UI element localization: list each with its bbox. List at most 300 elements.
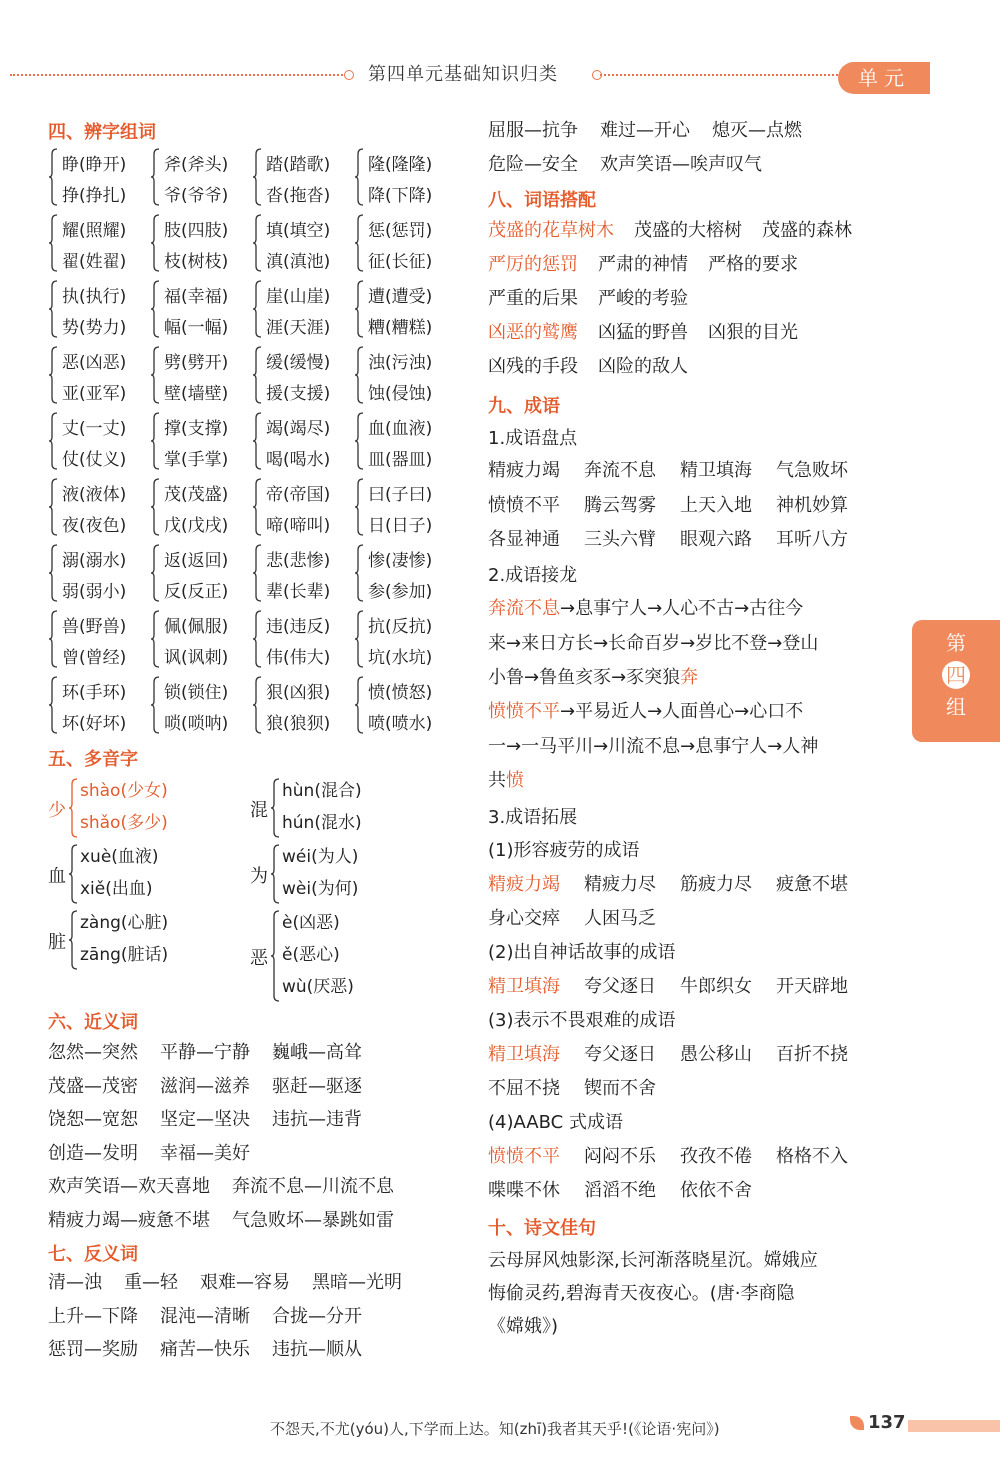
brace-path [355, 281, 363, 337]
polyphone-reading: wèi(为何) [282, 879, 359, 899]
pair-word-1: 隆(隆隆) [368, 155, 433, 175]
word-pair [354, 212, 454, 274]
word: 不屈不挠 [488, 1078, 560, 1099]
word-row [488, 216, 872, 242]
chain-row [488, 663, 698, 689]
header-line-left [10, 74, 350, 76]
brace-icon [48, 148, 58, 206]
word-pair [354, 344, 454, 406]
word: 混沌—清晰 [160, 1305, 250, 1327]
brace-path [69, 845, 77, 903]
word: 幸福—美好 [160, 1142, 250, 1164]
pair-word-1: 悲(悲惨) [266, 551, 331, 571]
word: 痛苦—快乐 [160, 1339, 250, 1360]
polyphone-char: 混 [250, 800, 268, 821]
word-pair [150, 410, 250, 472]
brace-icon [150, 214, 160, 272]
pair-word-1: 竭(竭尽) [266, 419, 331, 439]
brace-icon [150, 610, 160, 668]
word: 夸父逐日 [584, 1044, 656, 1065]
word: 熄灭—点燃 [712, 120, 802, 141]
word: 欢声笑语—唉声叹气 [600, 154, 762, 175]
word-pair [354, 410, 454, 472]
brace-icon [68, 910, 78, 970]
polyphone-reading: shǎo(多少) [80, 813, 168, 833]
pair-word-1: 液(液体) [62, 485, 127, 505]
pair-word-1: 踏(踏歌) [266, 155, 331, 175]
pair-word-2: 滇(滇池) [266, 252, 331, 272]
word: 合拢—分开 [272, 1305, 362, 1327]
pair-word-1: 遭(遭受) [368, 287, 433, 307]
word: 精疲力尽 [584, 874, 656, 895]
header-line-right [600, 74, 838, 76]
pair-word-1: 返(返回) [164, 551, 229, 571]
chain-word: →平易近人→人面兽心→心口不 [560, 701, 804, 722]
brace-icon [252, 610, 262, 668]
word: 奔流不息 [584, 460, 656, 481]
pair-word-1: 执(执行) [62, 287, 127, 307]
brace-icon [270, 844, 280, 904]
word-pair [150, 344, 250, 406]
word: 滋润—滋养 [160, 1075, 250, 1097]
word: 忽然—突然 [48, 1042, 138, 1063]
word: 百折不挠 [776, 1044, 848, 1065]
word: 茂盛的花草树木 [488, 220, 614, 241]
polyphone-char: 脏 [48, 932, 66, 953]
word-pair [48, 542, 148, 604]
word: 滔滔不绝 [584, 1180, 656, 1201]
brace-icon [150, 346, 160, 404]
word-pair [252, 542, 352, 604]
footer-quote: 不怨天,不尤(yóu)人,下学而上达。知(zhī)我者其天乎!(《论语·宪问》) [270, 1420, 720, 1438]
word-pair [354, 278, 454, 340]
word-pair [150, 278, 250, 340]
word: 坚定—坚决 [160, 1109, 250, 1130]
brace-path [355, 347, 363, 403]
pair-word-1: 狠(凶狠) [266, 683, 331, 703]
word: 孜孜不倦 [680, 1146, 752, 1167]
chain-word: 一→一马平川→川流不息→息事宁人→人神 [488, 735, 819, 757]
brace-icon [354, 676, 364, 734]
word-pair [252, 476, 352, 538]
word: 危险—安全 [488, 154, 578, 175]
word-pair [252, 674, 352, 736]
side-tab-group4 [912, 620, 1000, 742]
word: 腾云驾雾 [584, 494, 656, 516]
word: 凶狠的目光 [708, 322, 798, 343]
word-pair [48, 608, 148, 670]
pair-word-1: 兽(野兽) [62, 617, 127, 637]
brace-icon [270, 778, 280, 838]
header-dot-left [344, 70, 354, 80]
brace-path [49, 149, 57, 205]
pair-word-1: 福(幸福) [164, 287, 229, 307]
sec8-title: 八、词语搭配 [488, 190, 596, 211]
pair-word-2: 喷(喷水) [368, 714, 433, 734]
pair-word-2: 挣(挣扎) [62, 186, 127, 206]
polyphone-reading: zàng(心脏) [80, 913, 169, 933]
pair-word-2: 爷(爷爷) [164, 186, 229, 206]
polyphone-reading: xuè(血液) [80, 847, 159, 867]
word-row [488, 284, 708, 310]
pair-word-2: 掌(手掌) [164, 450, 229, 470]
side-tab-bottom: 组 [946, 695, 966, 719]
unit-tab: 单元 [838, 62, 930, 94]
chain-row [488, 697, 803, 723]
polyphone-reading: zāng(脏话) [80, 945, 169, 965]
brace-path [271, 911, 279, 1001]
brace-path [253, 215, 261, 271]
ext-label: (1)形容疲劳的成语 [488, 840, 640, 861]
pair-word-1: 撑(支撑) [164, 419, 229, 439]
chain-word: →息事宁人→人心不古→古往今 [560, 598, 804, 619]
polyphone-char: 少 [48, 800, 66, 821]
pair-word-2: 伟(伟大) [266, 648, 331, 668]
word-pair [48, 278, 148, 340]
pair-word-2: 弱(弱小) [62, 582, 127, 602]
word-row [488, 870, 872, 896]
pair-word-1: 惨(凄惨) [368, 551, 433, 571]
pair-word-2: 枝(树枝) [164, 252, 229, 272]
word: 难过—开心 [600, 120, 690, 141]
word-pair [48, 146, 148, 208]
word-row [48, 1139, 272, 1165]
brace-icon [150, 478, 160, 536]
word-pair [354, 542, 454, 604]
word: 违抗—违背 [272, 1109, 362, 1130]
word-row [488, 1176, 776, 1202]
word: 人困马乏 [584, 908, 656, 929]
pair-word-2: 戊(戊戌) [164, 516, 229, 536]
page-bar [908, 1420, 1000, 1432]
word-pair [354, 146, 454, 208]
word: 锲而不舍 [584, 1078, 656, 1099]
pair-word-1: 曰(子曰) [368, 485, 433, 505]
brace-path [151, 149, 159, 205]
word-row [488, 491, 872, 517]
word: 神机妙算 [776, 494, 848, 516]
page-number: 137 [868, 1412, 906, 1433]
poem-line: 《嫦娥》) [488, 1316, 559, 1337]
word-row [488, 352, 708, 378]
pair-word-2: 反(反正) [164, 582, 229, 602]
word-row [48, 1038, 384, 1064]
pair-word-2: 啼(啼叫) [266, 516, 331, 536]
brace-icon [150, 676, 160, 734]
sec10-title: 十、诗文佳句 [488, 1218, 596, 1239]
word: 筋疲力尽 [680, 874, 752, 895]
pair-word-1: 丈(一丈) [62, 419, 127, 439]
brace-path [49, 281, 57, 337]
sec7-title: 七、反义词 [48, 1244, 138, 1265]
pair-word-2: 降(下降) [368, 186, 433, 206]
word: 愤愤不平 [488, 494, 560, 516]
chain-row [488, 594, 803, 620]
word-pair [252, 146, 352, 208]
chain-row [488, 766, 524, 792]
word: 气急败坏 [776, 460, 848, 481]
pair-word-2: 坑(水坑) [368, 648, 433, 668]
chain-word: 愤 [506, 770, 524, 791]
polyphone-char: 为 [250, 866, 268, 887]
word-row [488, 1074, 680, 1100]
brace-icon [252, 544, 262, 602]
pair-word-1: 血(血液) [368, 419, 433, 439]
brace-path [69, 911, 77, 969]
word-pair [354, 674, 454, 736]
brace-path [49, 611, 57, 667]
word-row [48, 1105, 384, 1131]
word: 巍峨—高耸 [272, 1042, 362, 1063]
word: 重—轻 [124, 1272, 178, 1293]
brace-path [151, 677, 159, 733]
word: 精疲力竭—疲惫不堪 [48, 1209, 210, 1231]
word: 眼观六路 [680, 529, 752, 550]
sec9-title: 九、成语 [488, 396, 560, 417]
word: 平静—宁静 [160, 1042, 250, 1063]
word: 三头六臂 [584, 529, 656, 550]
word-pair [150, 674, 250, 736]
brace-icon [48, 544, 58, 602]
pair-word-1: 茂(茂盛) [164, 485, 229, 505]
sec5-title: 五、多音字 [48, 749, 138, 770]
brace-icon [48, 412, 58, 470]
brace-icon [48, 346, 58, 404]
polyphone-reading: wéi(为人) [282, 847, 359, 867]
word: 依依不舍 [680, 1180, 752, 1201]
word: 开天辟地 [776, 976, 848, 997]
pair-word-2: 涯(天涯) [266, 318, 331, 338]
brace-path [253, 413, 261, 469]
brace-path [151, 281, 159, 337]
brace-path [49, 413, 57, 469]
word-row [488, 1142, 872, 1168]
word: 闷闷不乐 [584, 1146, 656, 1167]
brace-path [253, 149, 261, 205]
brace-path [49, 347, 57, 403]
word-pair [48, 476, 148, 538]
brace-icon [354, 214, 364, 272]
brace-path [253, 545, 261, 601]
pair-word-2: 日(日子) [368, 516, 433, 536]
word: 各显神通 [488, 529, 560, 550]
brace-path [253, 677, 261, 733]
word-row [488, 456, 872, 482]
word: 严峻的考验 [598, 288, 688, 309]
word: 屈服—抗争 [488, 120, 578, 141]
pair-word-2: 唢(唢呐) [164, 714, 229, 734]
brace-icon [354, 148, 364, 206]
brace-icon [354, 610, 364, 668]
sec4-title: 四、辨字组词 [48, 122, 156, 143]
brace-path [69, 779, 77, 837]
pair-word-2: 沓(拖沓) [266, 186, 331, 206]
pair-word-2: 援(支援) [266, 384, 331, 404]
word: 上天入地 [680, 494, 752, 516]
brace-icon [68, 778, 78, 838]
word-pair [252, 212, 352, 274]
word-pair [354, 476, 454, 538]
pair-word-1: 缓(缓慢) [266, 353, 331, 373]
word-pair [48, 674, 148, 736]
word-pair [252, 608, 352, 670]
poem-line: 悔偷灵药,碧海青天夜夜心。(唐·李商隐 [488, 1283, 795, 1304]
pair-word-1: 填(填空) [266, 221, 331, 241]
word-pair [48, 410, 148, 472]
polyphone-reading: xiě(出血) [80, 879, 153, 899]
ext-label: (4)AABC 式成语 [488, 1112, 623, 1133]
side-tab-top: 第 [946, 631, 966, 655]
pair-word-1: 违(违反) [266, 617, 331, 637]
pair-word-2: 参(参加) [368, 582, 433, 602]
word: 精卫填海 [488, 1044, 560, 1065]
brace-icon [150, 148, 160, 206]
word-pair [150, 542, 250, 604]
brace-icon [252, 346, 262, 404]
brace-icon [68, 844, 78, 904]
word: 耳听八方 [776, 529, 848, 550]
pair-word-1: 耀(照耀) [62, 221, 127, 241]
word: 精卫填海 [680, 460, 752, 481]
pair-word-2: 坏(好坏) [62, 714, 127, 734]
chain-word: 小鲁→鲁鱼亥豕→豕突狼 [488, 667, 681, 688]
word: 艰难—容易 [200, 1272, 290, 1293]
word: 饶恕—宽恕 [48, 1109, 138, 1130]
pair-word-2: 辈(长辈) [266, 582, 331, 602]
pair-word-2: 喝(喝水) [266, 450, 331, 470]
word-pair [150, 212, 250, 274]
brace-icon [354, 544, 364, 602]
word: 严肃的神情 [598, 254, 688, 275]
brace-icon [354, 280, 364, 338]
brace-path [355, 677, 363, 733]
pair-word-2: 翟(姓翟) [62, 252, 127, 272]
page-header-title: 第四单元基础知识归类 [368, 64, 558, 85]
ext-label: (3)表示不畏艰难的成语 [488, 1010, 676, 1031]
brace-icon [150, 412, 160, 470]
word: 茂盛—茂密 [48, 1075, 138, 1097]
word: 创造—发明 [48, 1142, 138, 1164]
brace-icon [150, 544, 160, 602]
brace-icon [252, 148, 262, 206]
pair-word-1: 环(手环) [62, 683, 127, 703]
word-row [48, 1072, 384, 1098]
word: 欢声笑语—欢天喜地 [48, 1176, 210, 1197]
brace-path [49, 479, 57, 535]
brace-path [151, 347, 159, 403]
brace-icon [150, 280, 160, 338]
pair-word-1: 佩(佩服) [164, 617, 229, 637]
word: 茂盛的大榕树 [634, 220, 742, 241]
brace-path [271, 779, 279, 837]
word: 夸父逐日 [584, 976, 656, 997]
sec9-sub1: 1.成语盘点 [488, 428, 578, 449]
word: 违抗—顺从 [272, 1339, 362, 1360]
leaf-icon [850, 1416, 864, 1430]
word-row [488, 250, 818, 276]
chain-row [488, 629, 818, 655]
word-row [48, 1206, 416, 1232]
brace-icon [354, 346, 364, 404]
word: 驱赶—驱逐 [272, 1075, 362, 1097]
word: 精疲力竭 [488, 460, 560, 481]
sec9-sub2: 2.成语接龙 [488, 565, 578, 586]
chain-word: 共 [488, 770, 506, 791]
word: 身心交瘁 [488, 908, 560, 929]
brace-path [271, 845, 279, 903]
brace-path [49, 215, 57, 271]
word-pair [150, 608, 250, 670]
pair-word-2: 夜(夜色) [62, 516, 127, 536]
brace-path [355, 413, 363, 469]
word-row [488, 116, 824, 142]
brace-icon [252, 412, 262, 470]
ext-label: (2)出自神话故事的成语 [488, 942, 676, 963]
pair-word-1: 溺(溺水) [62, 551, 127, 571]
pair-word-1: 斧(斧头) [164, 155, 229, 175]
brace-path [253, 281, 261, 337]
brace-icon [48, 610, 58, 668]
pair-word-1: 劈(劈开) [164, 353, 229, 373]
brace-path [151, 413, 159, 469]
word: 凶恶的鹫鹰 [488, 322, 578, 343]
word: 严厉的惩罚 [488, 254, 578, 275]
brace-icon [252, 676, 262, 734]
word-row [48, 1335, 384, 1361]
word: 格格不入 [776, 1146, 848, 1167]
word-row [488, 972, 872, 998]
polyphone-reading: hùn(混合) [282, 781, 362, 801]
brace-icon [270, 910, 280, 1002]
brace-path [49, 677, 57, 733]
brace-icon [48, 280, 58, 338]
pair-word-2: 壁(墙壁) [164, 384, 229, 404]
pair-word-2: 曾(曾经) [62, 648, 127, 668]
word: 凶残的手段 [488, 356, 578, 377]
pair-word-2: 糟(糟糕) [368, 318, 433, 338]
word: 上升—下降 [48, 1305, 138, 1327]
brace-path [253, 611, 261, 667]
sec6-title: 六、近义词 [48, 1012, 138, 1033]
poem-line: 云母屏风烛影深,长河渐落晓星沉。嫦娥应 [488, 1250, 818, 1271]
chain-word: 奔流不息 [488, 598, 560, 619]
pair-word-1: 惩(惩罚) [368, 221, 433, 241]
brace-path [253, 347, 261, 403]
word: 愤愤不平 [488, 1146, 560, 1167]
pair-word-1: 肢(四肢) [164, 221, 229, 241]
pair-word-2: 讽(讽刺) [164, 648, 229, 668]
word-row [48, 1302, 384, 1328]
pair-word-1: 抗(反抗) [368, 617, 433, 637]
brace-path [151, 215, 159, 271]
word-row [48, 1172, 416, 1198]
pair-word-1: 帝(帝国) [266, 485, 331, 505]
chain-row [488, 732, 818, 758]
word: 牛郎织女 [680, 976, 752, 997]
word: 严格的要求 [708, 254, 798, 275]
polyphone-reading: hún(混水) [282, 813, 362, 833]
word-pair [354, 608, 454, 670]
brace-icon [48, 478, 58, 536]
polyphone-reading: è(凶恶) [282, 913, 340, 933]
word: 气急败坏—暴跳如雷 [232, 1209, 394, 1231]
pair-word-2: 幅(一幅) [164, 318, 229, 338]
brace-path [355, 149, 363, 205]
polyphone-reading: wù(厌恶) [282, 977, 354, 997]
brace-path [49, 545, 57, 601]
pair-word-2: 仗(仗义) [62, 450, 127, 470]
word-row [488, 525, 872, 551]
